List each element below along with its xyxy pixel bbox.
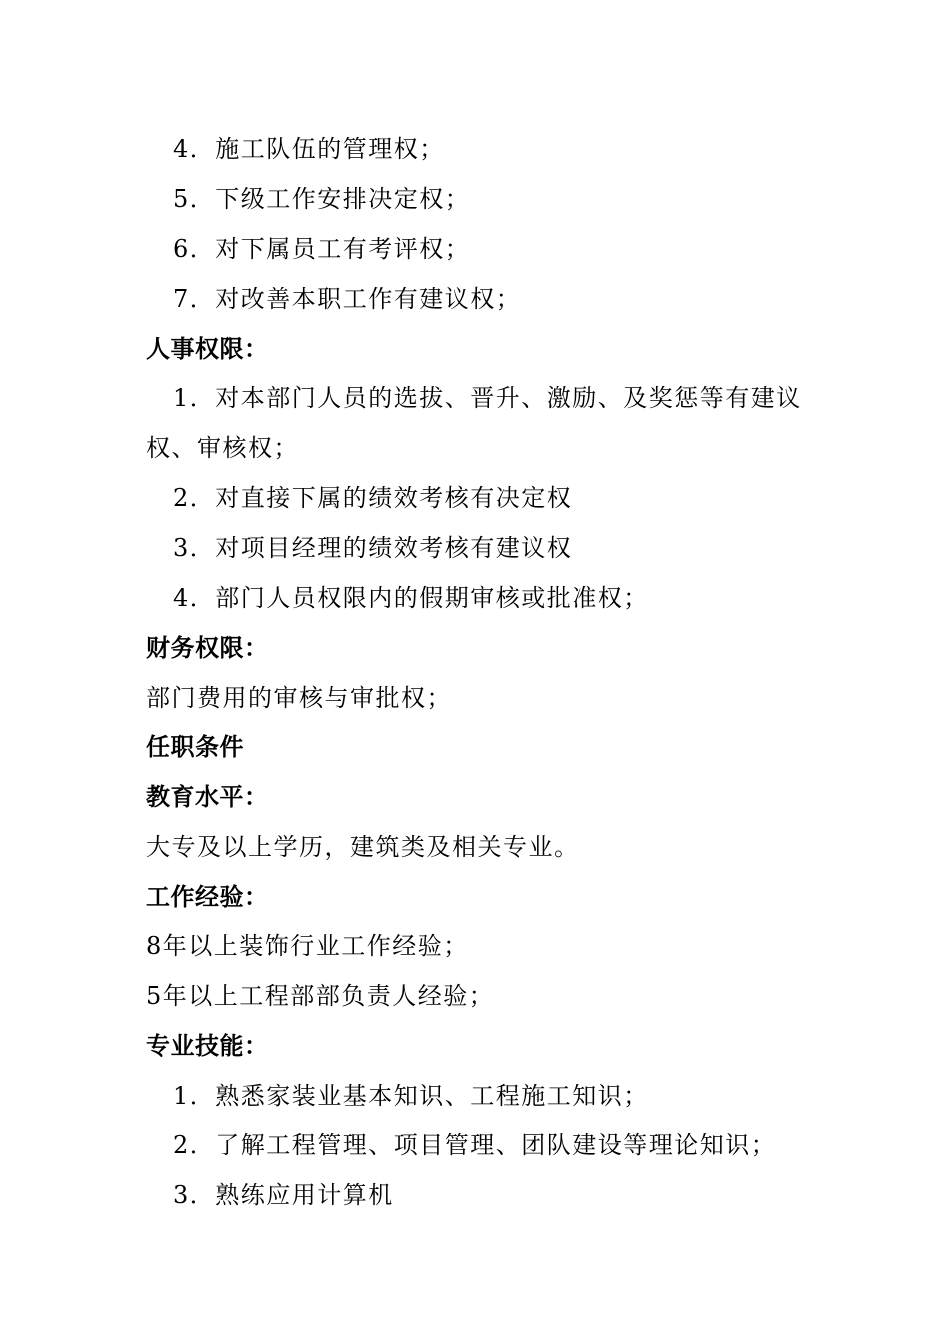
section-heading: 教育水平：	[146, 783, 269, 811]
section-heading: 专业技能：	[146, 1032, 269, 1060]
section-heading: 财务权限：	[146, 634, 269, 662]
paragraph: 5年以上工程部部负责人经验；	[146, 982, 495, 1010]
list-item: 5．下级工作安排决定权；	[173, 185, 471, 213]
list-item: 2．对直接下属的绩效考核有决定权	[173, 484, 573, 512]
paragraph: 8年以上装饰行业工作经验；	[146, 932, 469, 960]
paragraph: 大专及以上学历，建筑类及相关专业。	[146, 833, 580, 861]
list-item: 6．对下属员工有考评权；	[173, 235, 471, 263]
list-item: 2．了解工程管理、项目管理、团队建设等理论知识；	[173, 1131, 777, 1159]
list-item: 4．施工队伍的管理权；	[173, 135, 445, 163]
list-item: 1．对本部门人员的选拔、晋升、激励、及奖惩等有建议	[173, 384, 802, 412]
section-heading: 工作经验：	[146, 883, 269, 911]
section-heading: 人事权限：	[146, 335, 269, 363]
list-item: 1．熟悉家装业基本知识、工程施工知识；	[173, 1082, 649, 1110]
list-item: 3．对项目经理的绩效考核有建议权	[173, 534, 573, 562]
chapter-heading: 任职条件	[146, 733, 244, 761]
list-item: 7．对改善本职工作有建议权；	[173, 285, 522, 313]
paragraph: 部门费用的审核与审批权；	[146, 684, 452, 712]
list-item-continuation: 权、审核权；	[146, 434, 299, 462]
list-item: 4．部门人员权限内的假期审核或批准权；	[173, 584, 649, 612]
list-item: 3．熟练应用计算机	[173, 1181, 394, 1209]
